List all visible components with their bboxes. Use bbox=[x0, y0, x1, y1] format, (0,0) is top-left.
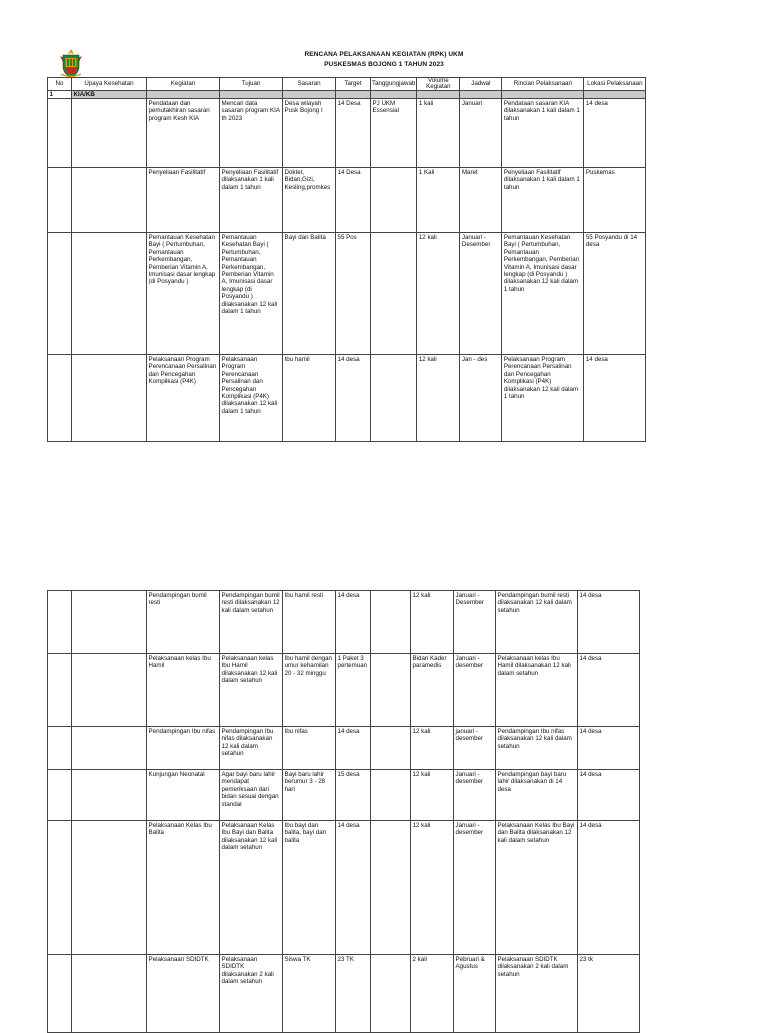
cell-no bbox=[48, 727, 72, 770]
cell-kegiatan: Pemantauan Kesehatan Bayi ( Pertumbuhan, Pemantauan Perkembangan, Pemberian Vitamin A, Imunisasi dasar lengkap (di Posyandu ) bbox=[147, 233, 220, 355]
cell-volume: 1 Kali bbox=[417, 168, 460, 233]
section-name: KIA/KB bbox=[72, 91, 147, 99]
col-header-rincian: Rincian Pelaksanaan bbox=[502, 78, 584, 91]
cell-tujuan: Penyeliaan Fasilitatif dilaksanakan 1 kali dalam 1 tahun bbox=[220, 168, 283, 233]
cell-rincian: Pemantauan Kesehatan Bayi ( Pertumbuhan, Pemantauan Perkembangan, Pemberian Vitamin A, Imunisasi dasar lengkap (di Posyandu ) dilaksanakan 12 kali dalam 1 tahun bbox=[502, 233, 584, 355]
col-header-sasaran: Sasaran bbox=[283, 78, 336, 91]
cell-no bbox=[48, 654, 72, 727]
cell-tujuan: Pelaksanaan Kelas Ibu Bayi dan Balita dilaksanakan 12 kali dalam setahun bbox=[220, 821, 283, 955]
cell-pj bbox=[371, 168, 417, 233]
section-no: 1 bbox=[48, 91, 72, 99]
cell-tujuan: Agar bayi baru lahir mendapat pemeriksaan dari bidan sesuai dengan standar bbox=[220, 770, 283, 821]
col-header-upaya: Upaya Kesehatan bbox=[72, 78, 147, 91]
cell-volume: 12 kali bbox=[417, 233, 460, 355]
cell-volume: 12 kali bbox=[411, 770, 454, 821]
table-row bbox=[48, 233, 646, 355]
cell-lokasi: 14 desa bbox=[584, 355, 646, 442]
cell-upaya bbox=[72, 591, 147, 654]
cell-rincian: Pendataan sasaran KIA dilaksanakan 1 kali dalam 1 tahun bbox=[502, 99, 584, 168]
table-row bbox=[48, 654, 640, 727]
cell-jadwal: Januari - desember bbox=[454, 654, 496, 727]
cell-pj bbox=[371, 727, 411, 770]
cell-upaya bbox=[72, 727, 147, 770]
cell-kegiatan: Pelaksanaan Kelas Ibu Balita bbox=[147, 821, 220, 955]
cell-no bbox=[48, 168, 72, 233]
cell-lokasi: 55 Posyandu di 14 desa bbox=[584, 233, 646, 355]
cell-sasaran: Ibu hamil bbox=[283, 355, 336, 442]
col-header-pj: Tanggungjawab bbox=[371, 78, 417, 91]
cell-rincian: Pendampingan Ibu nifas dilaksanakan 12 kali dalam setahun bbox=[496, 727, 578, 770]
cell-upaya bbox=[72, 99, 147, 168]
cell-no bbox=[48, 770, 72, 821]
cell-upaya bbox=[72, 355, 147, 442]
cell-volume: 12 kali bbox=[411, 821, 454, 955]
cell-target: 55 Pos bbox=[336, 233, 371, 355]
col-header-tujuan: Tujuan bbox=[220, 78, 283, 91]
cell-target: 23 TK bbox=[336, 955, 371, 1033]
cell-tujuan: Pemantauan Kesehatan Bayi ( Pertumbuhan, Pemantauan Perkembangan, Pemberian Vitamin A, Imunisasi dasar lengkap (di Posyandu ) dilaksanakan 12 kali dalam 1 tahun bbox=[220, 233, 283, 355]
cell-tujuan: Pelaksanaan Program Perencanaan Persalinan dan Pencegahan Komplikasi (P4K) dilaksanakan 12 kali dalam 1 tahun bbox=[220, 355, 283, 442]
cell-jadwal: Januari - Desember bbox=[460, 233, 502, 355]
cell-jadwal: Maret bbox=[460, 168, 502, 233]
cell-jadwal: januari - desember bbox=[454, 727, 496, 770]
cell-no bbox=[48, 821, 72, 955]
cell-volume: 12 kali bbox=[411, 727, 454, 770]
cell-no bbox=[48, 355, 72, 442]
cell-kegiatan: Pelaksanaan SDIDTK bbox=[147, 955, 220, 1033]
cell-target: 14 desa bbox=[336, 821, 371, 955]
cell-rincian: Pelaksanaan Program Perencanaan Persalinan dan Pencegahan Komplikasi (P4K) dilaksanakan 12 kali dalam 1 tahun bbox=[502, 355, 584, 442]
cell-target: 14 desa bbox=[336, 727, 371, 770]
cell-jadwal: Januari - Desember bbox=[454, 591, 496, 654]
rpk-table-page-2 bbox=[47, 590, 640, 1033]
cell-target: 14 desa bbox=[336, 591, 371, 654]
cell-lokasi: Puskemas bbox=[584, 168, 646, 233]
cell-rincian: Pendampingan bumil resti dilaksanakan 12 kali dalam setahun bbox=[496, 591, 578, 654]
cell-volume: Bidan Kader paramedis bbox=[411, 654, 454, 727]
cell-lokasi: 23 tk bbox=[578, 955, 640, 1033]
section-row-kia-kb bbox=[48, 91, 646, 99]
col-header-volume: Volume Kegiatan bbox=[417, 78, 460, 91]
cell-target: 1 Paket 3 pertemuan bbox=[336, 654, 371, 727]
cell-tujuan: Pelaksanaan kelas Ibu Hamil dilaksanakan 12 kali dalam setahun bbox=[220, 654, 283, 727]
cell-upaya bbox=[72, 821, 147, 955]
cell-sasaran: Dokter, Bidan,Gizi, Kesling,promkes bbox=[283, 168, 336, 233]
cell-lokasi: 14 desa bbox=[578, 727, 640, 770]
cell-kegiatan: Kunjungan Neonatal bbox=[147, 770, 220, 821]
cell-volume: 2 kali bbox=[411, 955, 454, 1033]
table-row bbox=[48, 168, 646, 233]
rpk-table-page-1 bbox=[47, 77, 646, 442]
cell-kegiatan: Pelaksanaan Program Perencanaan Persalinan dan Pencegahan Komplikasi (P4K) bbox=[147, 355, 220, 442]
cell-rincian: Pelaksanaan kelas Ibu Hamil dilaksanakan 12 kali dalam setahun bbox=[496, 654, 578, 727]
table-row bbox=[48, 821, 640, 955]
cell-pj bbox=[371, 355, 417, 442]
cell-target: 15 desa bbox=[336, 770, 371, 821]
cell-target: 14 Desa bbox=[336, 168, 371, 233]
cell-sasaran: Ibu hamil resti bbox=[283, 591, 336, 654]
table-row bbox=[48, 770, 640, 821]
cell-pj bbox=[371, 770, 411, 821]
cell-rincian: Pelaksanaan SDIDTK dilaksanakan 2 kali dalam setahun bbox=[496, 955, 578, 1033]
cell-rincian: Penyeliaan Fasilitatif dilaksanakan 1 kali dalam 1 tahun bbox=[502, 168, 584, 233]
cell-sasaran: Bayi baru lahir berumur 3 - 28 hari bbox=[283, 770, 336, 821]
cell-no bbox=[48, 955, 72, 1033]
cell-tujuan: Mencari data sasaran program KIA th 2023 bbox=[220, 99, 283, 168]
cell-lokasi: 14 desa bbox=[578, 770, 640, 821]
cell-lokasi: 14 desa bbox=[578, 591, 640, 654]
cell-no bbox=[48, 591, 72, 654]
cell-rincian: Pendampingan bayi baru lahir dilaksanakan di 14 desa bbox=[496, 770, 578, 821]
cell-sasaran: Desa wilayah Pusk Bojong I bbox=[283, 99, 336, 168]
cell-target: 14 desa bbox=[336, 355, 371, 442]
cell-sasaran: Siswa TK bbox=[283, 955, 336, 1033]
cell-lokasi: 14 desa bbox=[578, 821, 640, 955]
document-subtitle: PUSKESMAS BOJONG 1 TAHUN 2023 bbox=[324, 61, 444, 68]
cell-tujuan: Pendampingan bumil resti dilaksanakan 12 kali dalam setahun bbox=[220, 591, 283, 654]
table-row bbox=[48, 955, 640, 1033]
cell-no bbox=[48, 99, 72, 168]
cell-no bbox=[48, 233, 72, 355]
cell-pj bbox=[371, 591, 411, 654]
cell-volume: 1 kali bbox=[417, 99, 460, 168]
cell-kegiatan: Pendampingan Ibu nifas bbox=[147, 727, 220, 770]
cell-target: 14 Desa bbox=[336, 99, 371, 168]
cell-jadwal: Januari bbox=[460, 99, 502, 168]
cell-jadwal: Januari - desember bbox=[454, 821, 496, 955]
cell-tujuan: Pendampingan Ibu nifas dilaksanakan 12 kali dalam setahun bbox=[220, 727, 283, 770]
cell-kegiatan: Penyeliaan Fasilitatif bbox=[147, 168, 220, 233]
table-row bbox=[48, 99, 646, 168]
cell-pj bbox=[371, 654, 411, 727]
cell-kegiatan: Pendampingan bumil resti bbox=[147, 591, 220, 654]
col-header-kegiatan: Kegiatan bbox=[147, 78, 220, 91]
cell-pj bbox=[371, 821, 411, 955]
cell-sasaran: Ibu bayi dan balita, bayi dan balita bbox=[283, 821, 336, 955]
cell-kegiatan: Pelaksanaan kelas Ibu Hamil bbox=[147, 654, 220, 727]
cell-sasaran: Bayi dan Balita bbox=[283, 233, 336, 355]
cell-lokasi: 14 desa bbox=[578, 654, 640, 727]
cell-lokasi: 14 desa bbox=[584, 99, 646, 168]
cell-sasaran: Ibu nifas bbox=[283, 727, 336, 770]
cell-upaya bbox=[72, 168, 147, 233]
cell-pj bbox=[371, 233, 417, 355]
cell-rincian: Pelaksanaan Kelas Ibu Bayi dan Balita dilaksanakan 12 kali dalam setahun bbox=[496, 821, 578, 955]
table-header-row bbox=[48, 78, 646, 91]
col-header-jadwal: Jadwal bbox=[460, 78, 502, 91]
cell-volume: 12 kali bbox=[411, 591, 454, 654]
table-row bbox=[48, 591, 640, 654]
cell-jadwal: Jan - des bbox=[460, 355, 502, 442]
col-header-target: Target bbox=[336, 78, 371, 91]
cell-sasaran: Ibu hamil dengan umur kehamilan 20 - 32 minggu bbox=[283, 654, 336, 727]
cell-pj: PJ UKM Essensial bbox=[371, 99, 417, 168]
cell-upaya bbox=[72, 654, 147, 727]
cell-tujuan: Pelaksanaan SDIDTK dilaksanakan 2 kali dalam setahun bbox=[220, 955, 283, 1033]
col-header-no: No bbox=[48, 78, 72, 91]
cell-upaya bbox=[72, 770, 147, 821]
cell-jadwal: Pebruari & Agustus bbox=[454, 955, 496, 1033]
table-row bbox=[48, 355, 646, 442]
document-title: RENCANA PELAKSANAAN KEGIATAN (RPK) UKM bbox=[304, 51, 464, 58]
cell-upaya bbox=[72, 955, 147, 1033]
col-header-lokasi: Lokasi Pelaksanaan bbox=[584, 78, 646, 91]
cell-kegiatan: Pendataan dan pemutakhiran sasaran program Kesh KIA bbox=[147, 99, 220, 168]
cell-pj bbox=[371, 955, 411, 1033]
cell-jadwal: Januari - desember bbox=[454, 770, 496, 821]
cell-upaya bbox=[72, 233, 147, 355]
table-row bbox=[48, 727, 640, 770]
cell-volume: 12 kali bbox=[417, 355, 460, 442]
